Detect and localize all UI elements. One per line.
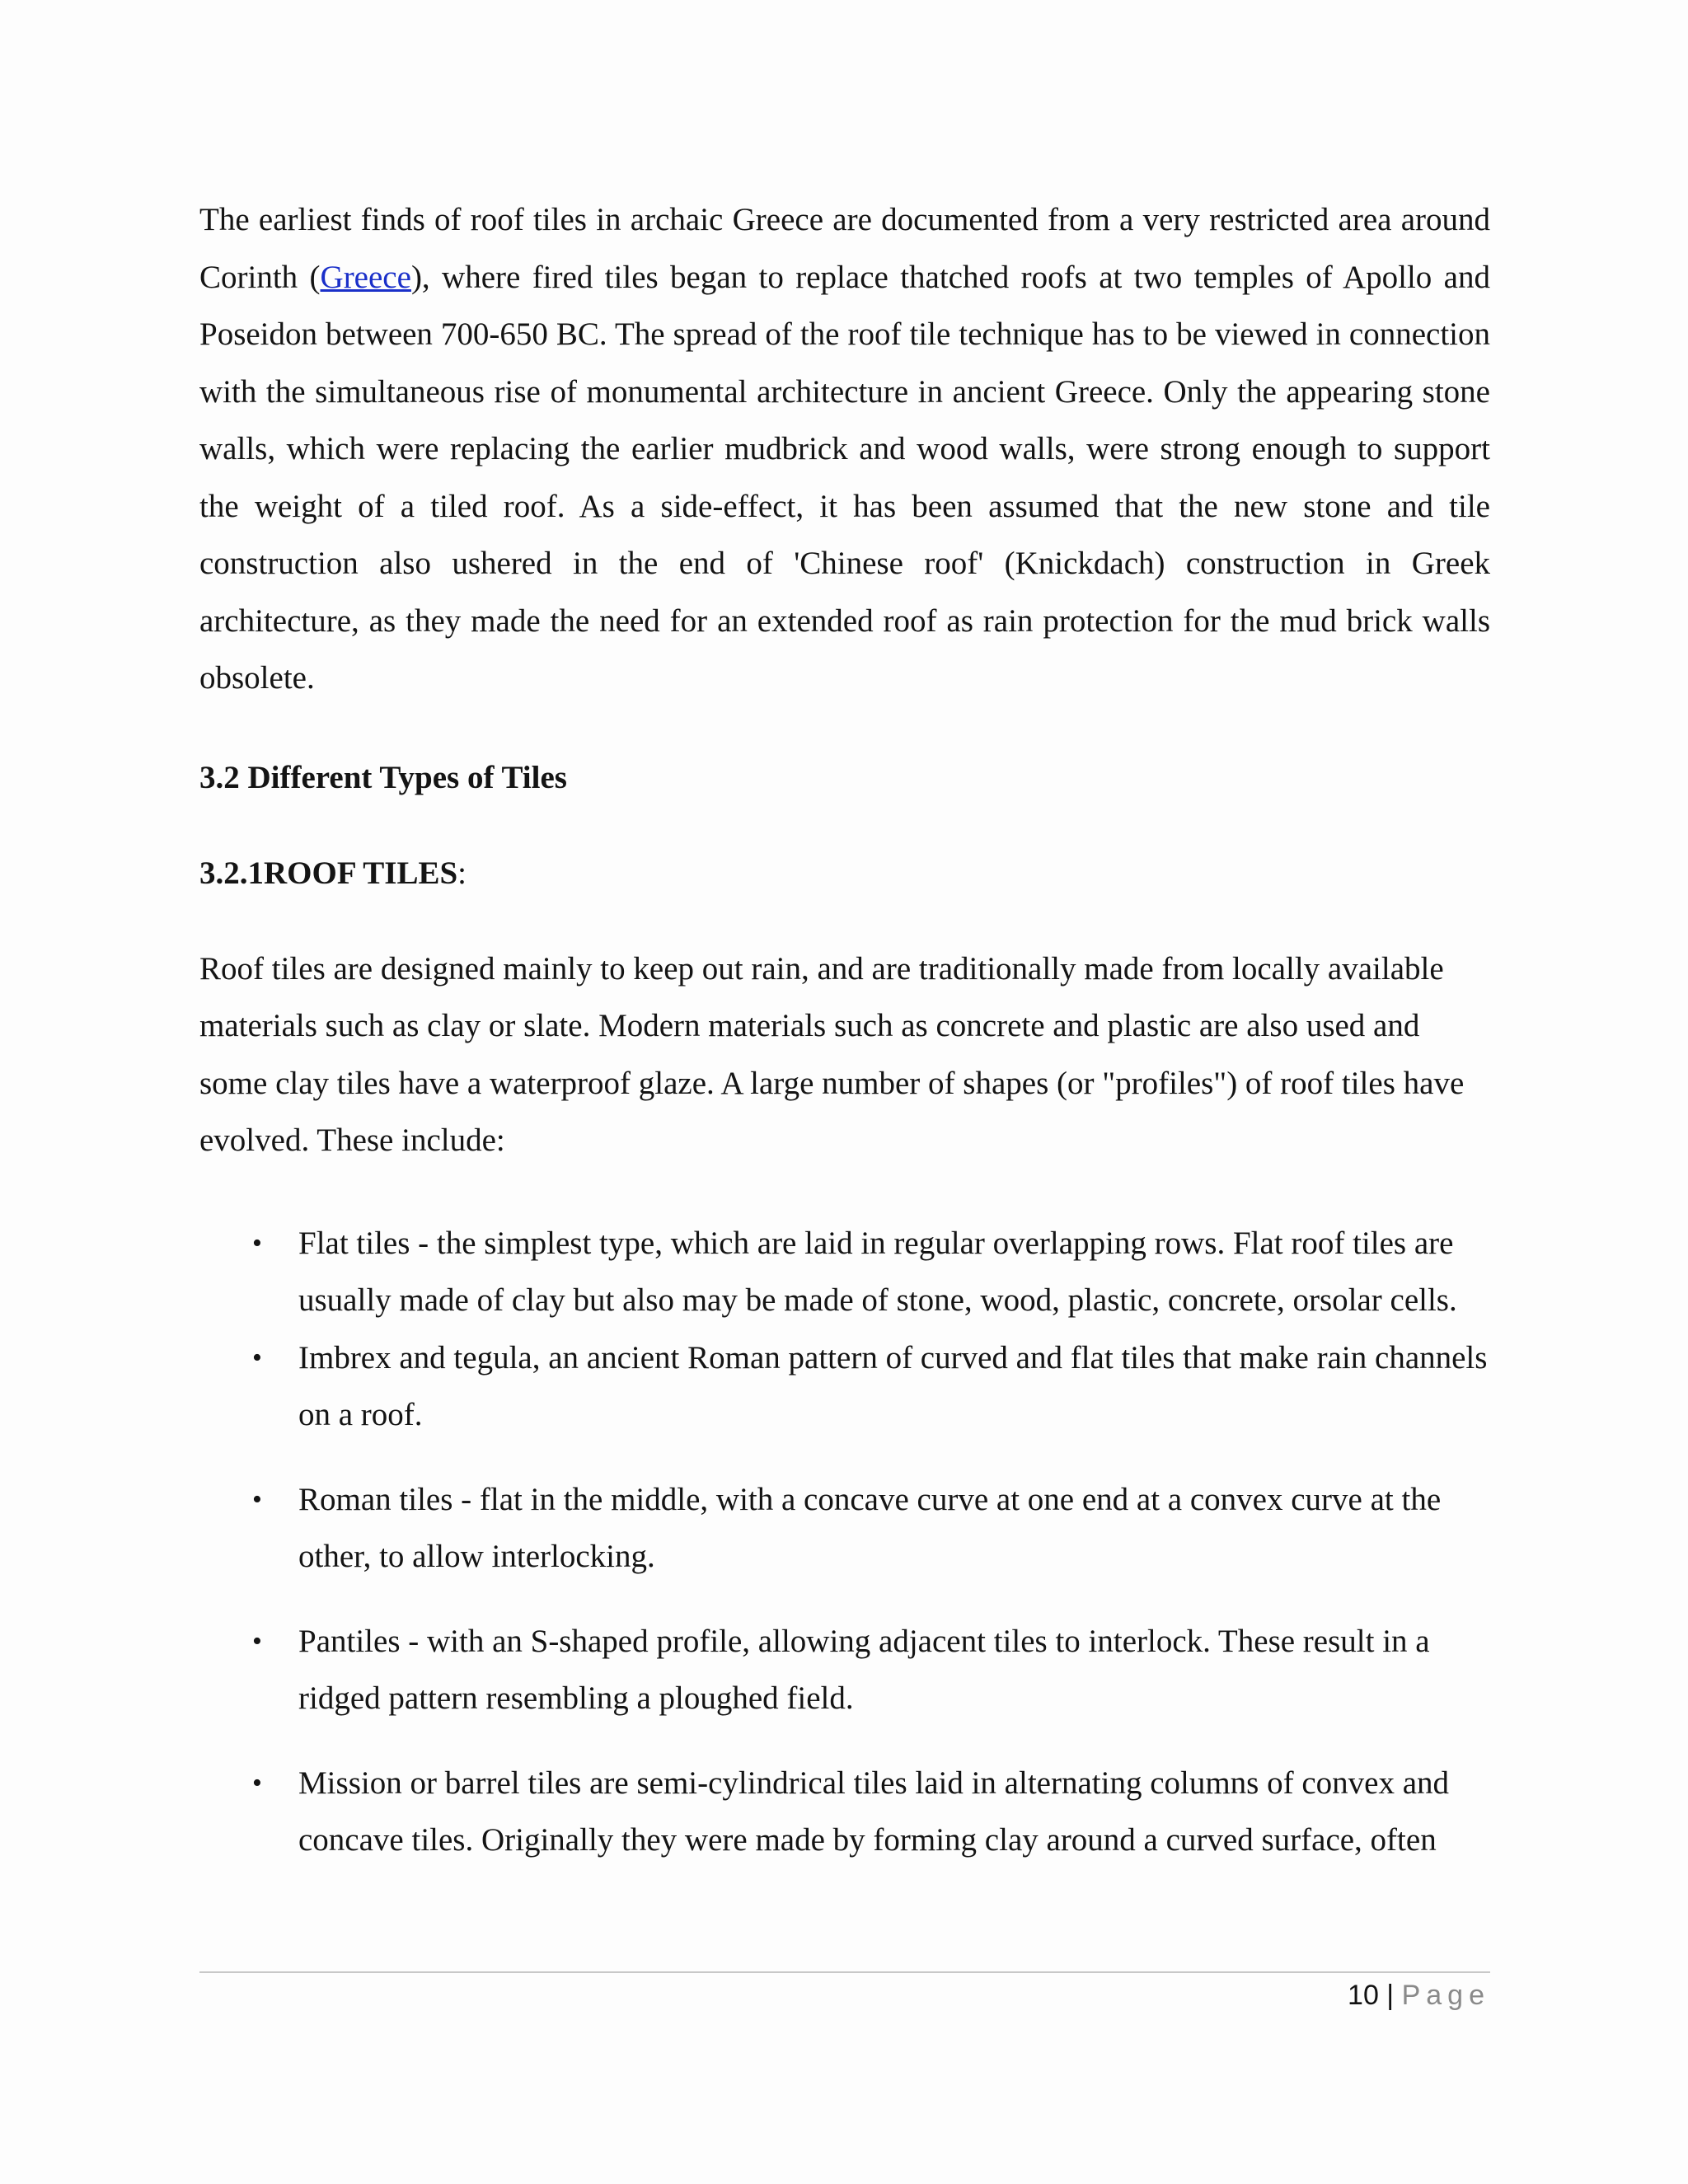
subsection-heading-text: 3.2.1ROOF TILES xyxy=(199,855,458,891)
list-item-text: Flat tiles - the simplest type, which are laid in regular overlapping rows. Flat roof tiles are usually made of clay but also may be made of stone, wood, plastic, concrete, orsolar cells. xyxy=(298,1225,1457,1318)
list-item-mission-barrel-tiles xyxy=(199,1755,1490,1869)
list-item-roman-tiles xyxy=(199,1471,1490,1586)
intro-text-before-link: The earliest finds of roof tiles in archaic Greece are documented from a very restricted area around Corinth ( xyxy=(199,202,1490,295)
roof-tiles-paragraph: Roof tiles are designed mainly to keep out rain, and are traditionally made from locally available materials such as clay or slate. Modern materials such as concrete and plastic are also used and some clay tiles have a waterproof glaze. A large number of shapes (or "profiles") of roof tiles have evolved. These include: xyxy=(199,950,1465,1158)
list-item-pantiles xyxy=(199,1613,1490,1727)
bullet-icon: • xyxy=(252,1342,262,1373)
footer-separator: | xyxy=(1378,1980,1402,2011)
list-item-text: Pantiles - with an S-shaped profile, allowing adjacent tiles to interlock. These result in a ridged pattern resembling a ploughed field. xyxy=(298,1623,1430,1716)
subsection-heading xyxy=(199,853,1490,894)
list-item-flat-tiles xyxy=(199,1215,1490,1329)
intro-text-after-link: ), where fired tiles began to replace thatched roofs at two temples of Apollo and Poseidon between 700-650 BC. The spread of the roof tile technique has to be viewed in connection with the simultaneous rise of monumental architecture in ancient Greece. Only the appearing stone walls, which were replacing the earlier mudbrick and wood walls, were strong enough to support the weight of a tiled roof. As a side-effect, it has been assumed that the new stone and tile construction also ushered in the end of 'Chinese roof' (Knickdach) construction in Greek architecture, as they made the need for an extended roof as rain protection for the mud brick walls obsolete. xyxy=(199,259,1490,696)
footer-divider xyxy=(199,1971,1490,1973)
bullet-icon: • xyxy=(252,1483,262,1515)
intro-paragraph xyxy=(199,191,1490,707)
bullet-icon: • xyxy=(252,1625,262,1657)
bullet-icon: • xyxy=(252,1227,262,1258)
tile-types-list xyxy=(199,1215,1490,1869)
list-item-text: Mission or barrel tiles are semi-cylindrical tiles laid in alternating columns of convex and concave tiles. Originally they were made by forming clay around a curved surface, often xyxy=(298,1765,1450,1858)
subsection-heading-colon: : xyxy=(457,855,467,891)
greece-link[interactable]: Greece xyxy=(320,259,411,295)
page-footer xyxy=(199,1976,1490,2014)
bullet-icon: • xyxy=(252,1767,262,1798)
list-item-imbrex-tegula xyxy=(199,1329,1490,1444)
list-item-text: Imbrex and tegula, an ancient Roman pattern of curved and flat tiles that make rain channels on a roof. xyxy=(298,1339,1488,1432)
page-number: 10 xyxy=(1348,1980,1379,2011)
section-heading: 3.2 Different Types of Tiles xyxy=(199,759,567,795)
page-content xyxy=(199,191,1490,1869)
list-item-text: Roman tiles - flat in the middle, with a concave curve at one end at a convex curve at the other, to allow interlocking. xyxy=(298,1481,1442,1574)
page-label: Page xyxy=(1401,1980,1490,2011)
